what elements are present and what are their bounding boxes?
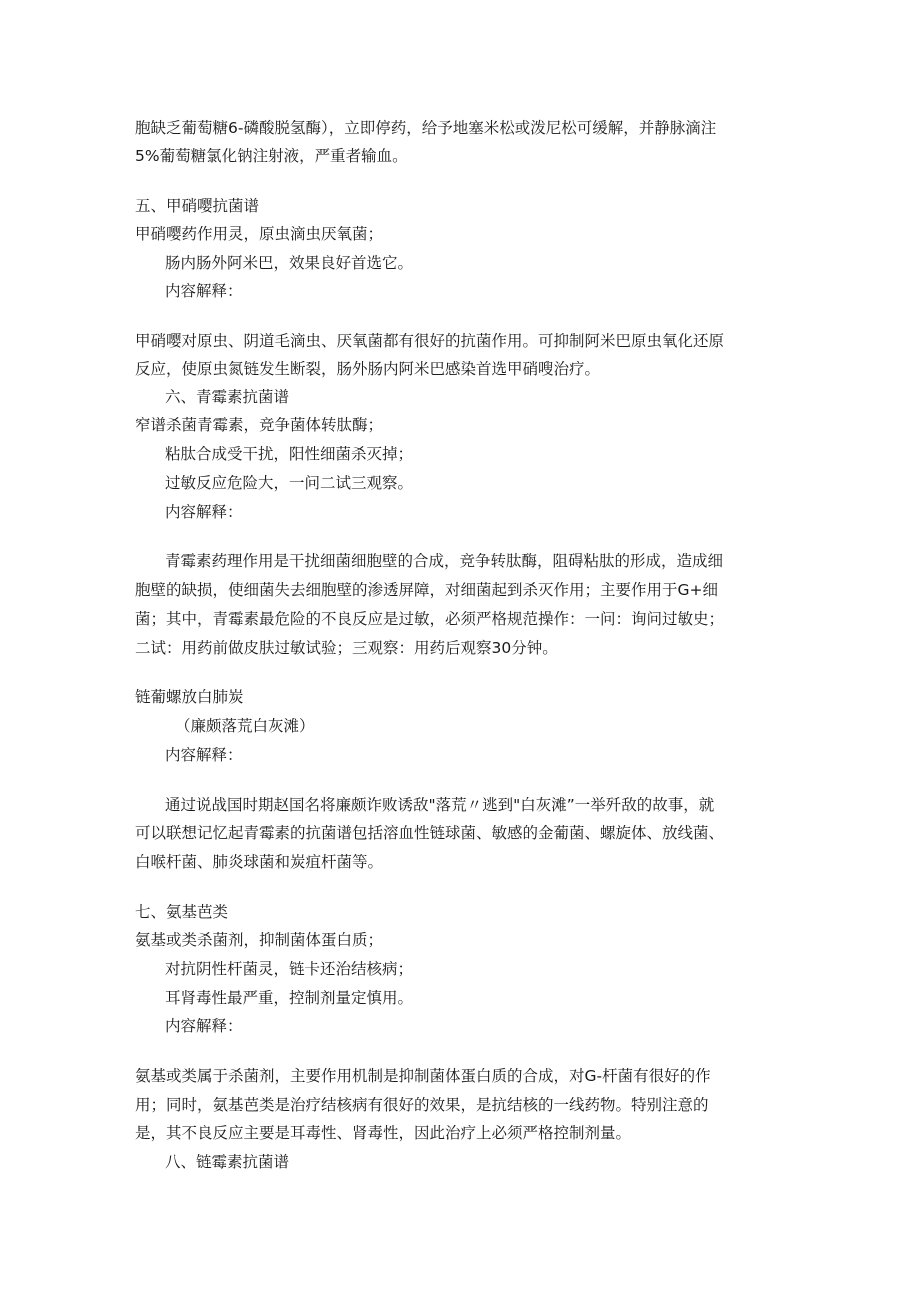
section-heading: 八、链霉素抗菌谱 [165,1153,290,1171]
text-line: 是，其不良反应主要是耳毒性、肾毒性，因此治疗上必须严格控制剂量。 [135,1124,632,1142]
text-line: 青霉素药理作用是干扰细菌细胞壁的合成，竞争转肽酶，阻碍粘肽的形成，造成细 [165,552,724,570]
explanation-label: 内容解释： [165,746,243,764]
section-heading: 链葡螺放白肺炭 [135,688,244,706]
section-heading: 五、甲硝嘤抗菌谱 [135,197,260,215]
verse-line: 粘肽合成受干扰，阳性细菌杀灭掉； [165,445,414,463]
text-line: 通过说战国时期赵国名将廉颇诈败诱敌"落荒〃逃到"白灰滩”一举歼敌的故事，就 [165,796,715,814]
verse-line: 甲硝嘤药作用灵，原虫滴虫厌氧菌； [135,225,384,243]
text-line: 氨基或类属于杀菌剂，主要作用机制是抑制菌体蛋白质的合成，对G-杆菌有很好的作 [135,1067,711,1085]
text-line: 菌；其中，青霉素最危险的不良反应是过敏，必须严格规范操作：一问：询问过敏史； [135,610,725,628]
mnemonic-line: （廉颇落荒白灰滩） [175,717,315,735]
verse-line: 耳肾毒性最严重，控制剂量定慎用。 [165,989,414,1007]
text-line: 甲硝嘤对原虫、阴道毛滴虫、厌氧菌都有很好的抗菌作用。可抑制阿米巴原虫氧化还原 [135,332,725,350]
explanation-label: 内容解释： [165,1017,243,1035]
explanation-label: 内容解释： [165,503,243,521]
text-line: 5%葡萄糖氯化钠注射液，严重者输血。 [135,147,408,165]
verse-line: 肠内肠外阿米巴，效果良好首选它。 [165,254,414,272]
verse-line: 窄谱杀菌青霉素，竞争菌体转肽酶； [135,416,384,434]
explanation-label: 内容解释： [165,282,243,300]
text-line: 用；同时，氨基芭类是治疗结核病有很好的效果，是抗结核的一线药物。特别注意的 [135,1096,709,1114]
section-heading: 七、氨基芭类 [135,903,229,921]
verse-line: 氨基或类杀菌剂，抑制菌体蛋白质； [135,931,384,949]
verse-line: 过敏反应危险大，一问二试三观察。 [165,474,414,492]
text-line: 胞缺乏葡萄糖6-磷酸脱氢酶），立即停药，给予地塞米松或泼尼松可缓解，并静脉滴注 [135,119,717,137]
verse-line: 对抗阴性杆菌灵，链卡还治结核病； [165,960,414,978]
text-line: 二试：用药前做皮肤过敏试验；三观察：用药后观察30分钟。 [135,639,558,657]
section-heading: 六、青霉素抗菌谱 [165,388,290,406]
text-line: 反应，使原虫氮链发生断裂，肠外肠内阿米巴感染首选甲硝嗖治疗。 [135,360,601,378]
text-line: 胞壁的缺损，使细菌失去细胞壁的渗透屏障，对细菌起到杀灭作用；主要作用于G+细 [135,581,719,599]
text-line: 白喉杆菌、肺炎球菌和炭疽杆菌等。 [135,853,384,871]
text-line: 可以联想记忆起青霉素的抗菌谱包括溶血性链球菌、敏感的金葡菌、螺旋体、放线菌、 [135,824,725,842]
